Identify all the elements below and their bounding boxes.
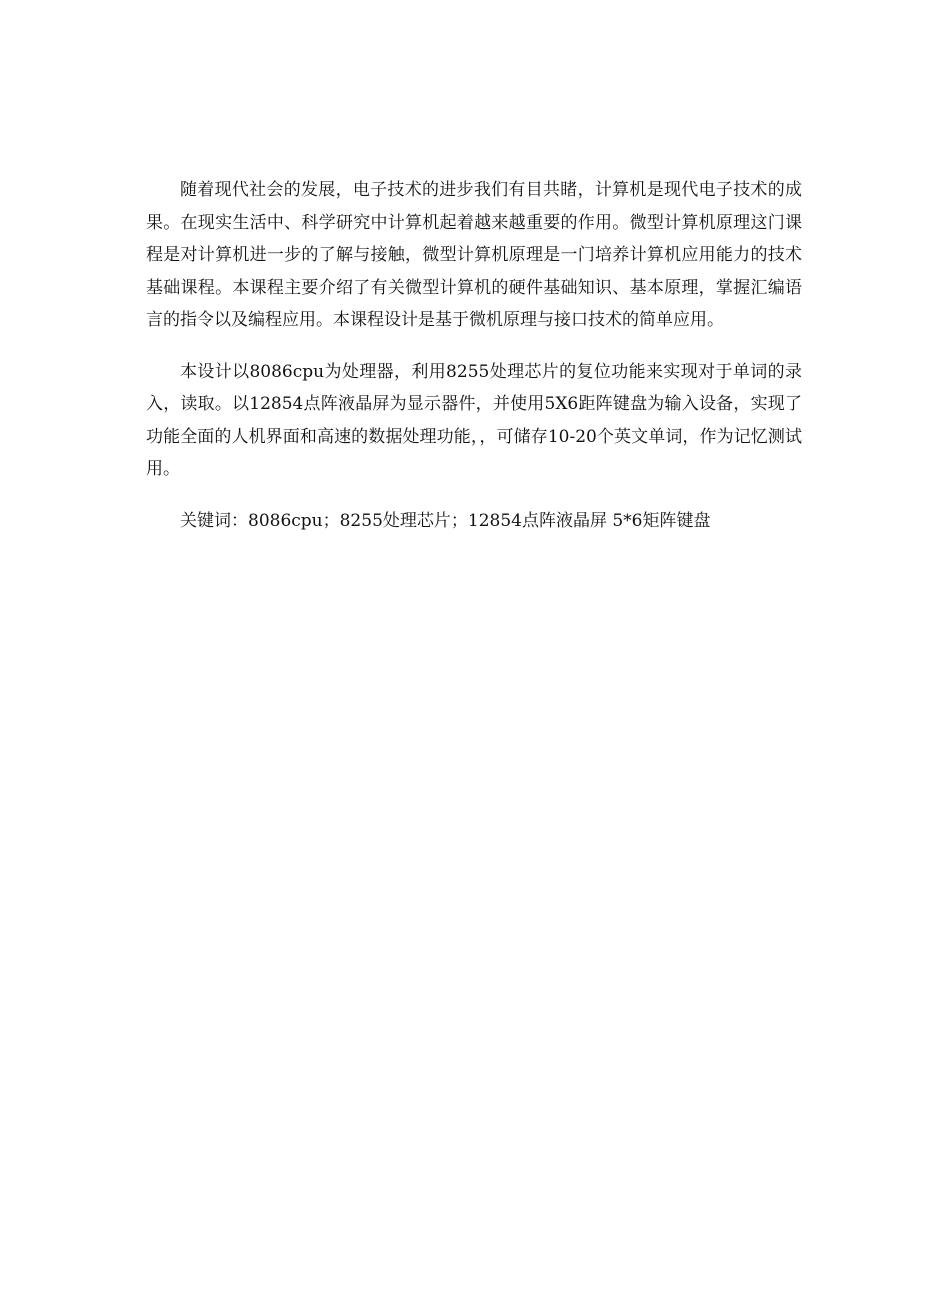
keywords-text: 8086cpu；8255处理芯片；12854点阵液晶屏 5*6矩阵键盘: [248, 510, 711, 531]
abstract-body: [146, 174, 802, 537]
abstract-paragraph-1: 随着现代社会的发展，电子技术的进步我们有目共睹，计算机是现代电子技术的成果。在现实生活中、科学研究中计算机起着越来越重要的作用。微型计算机原理这门课程是对计算机进一步的了解与接触，微型计算机原理是一门培养计算机应用能力的技术基础课程。本课程主要介绍了有关微型计算机的硬件基础知识、基本原理，掌握汇编语言的指令以及编程应用。本课程设计是基于微机原理与接口技术的简单应用。: [146, 180, 802, 330]
keywords-line: [146, 505, 802, 538]
abstract-paragraph-2: 本设计以8086cpu为处理器，利用8255处理芯片的复位功能来实现对于单词的录入，读取。以12854点阵液晶屏为显示器件，并使用5X6距阵键盘为输入设备，实现了功能全面的人机界面和高速的数据处理功能，，可储存10-20个英文单词，作为记忆测试用。: [146, 361, 802, 479]
keywords-label: 关键词：: [180, 510, 248, 531]
